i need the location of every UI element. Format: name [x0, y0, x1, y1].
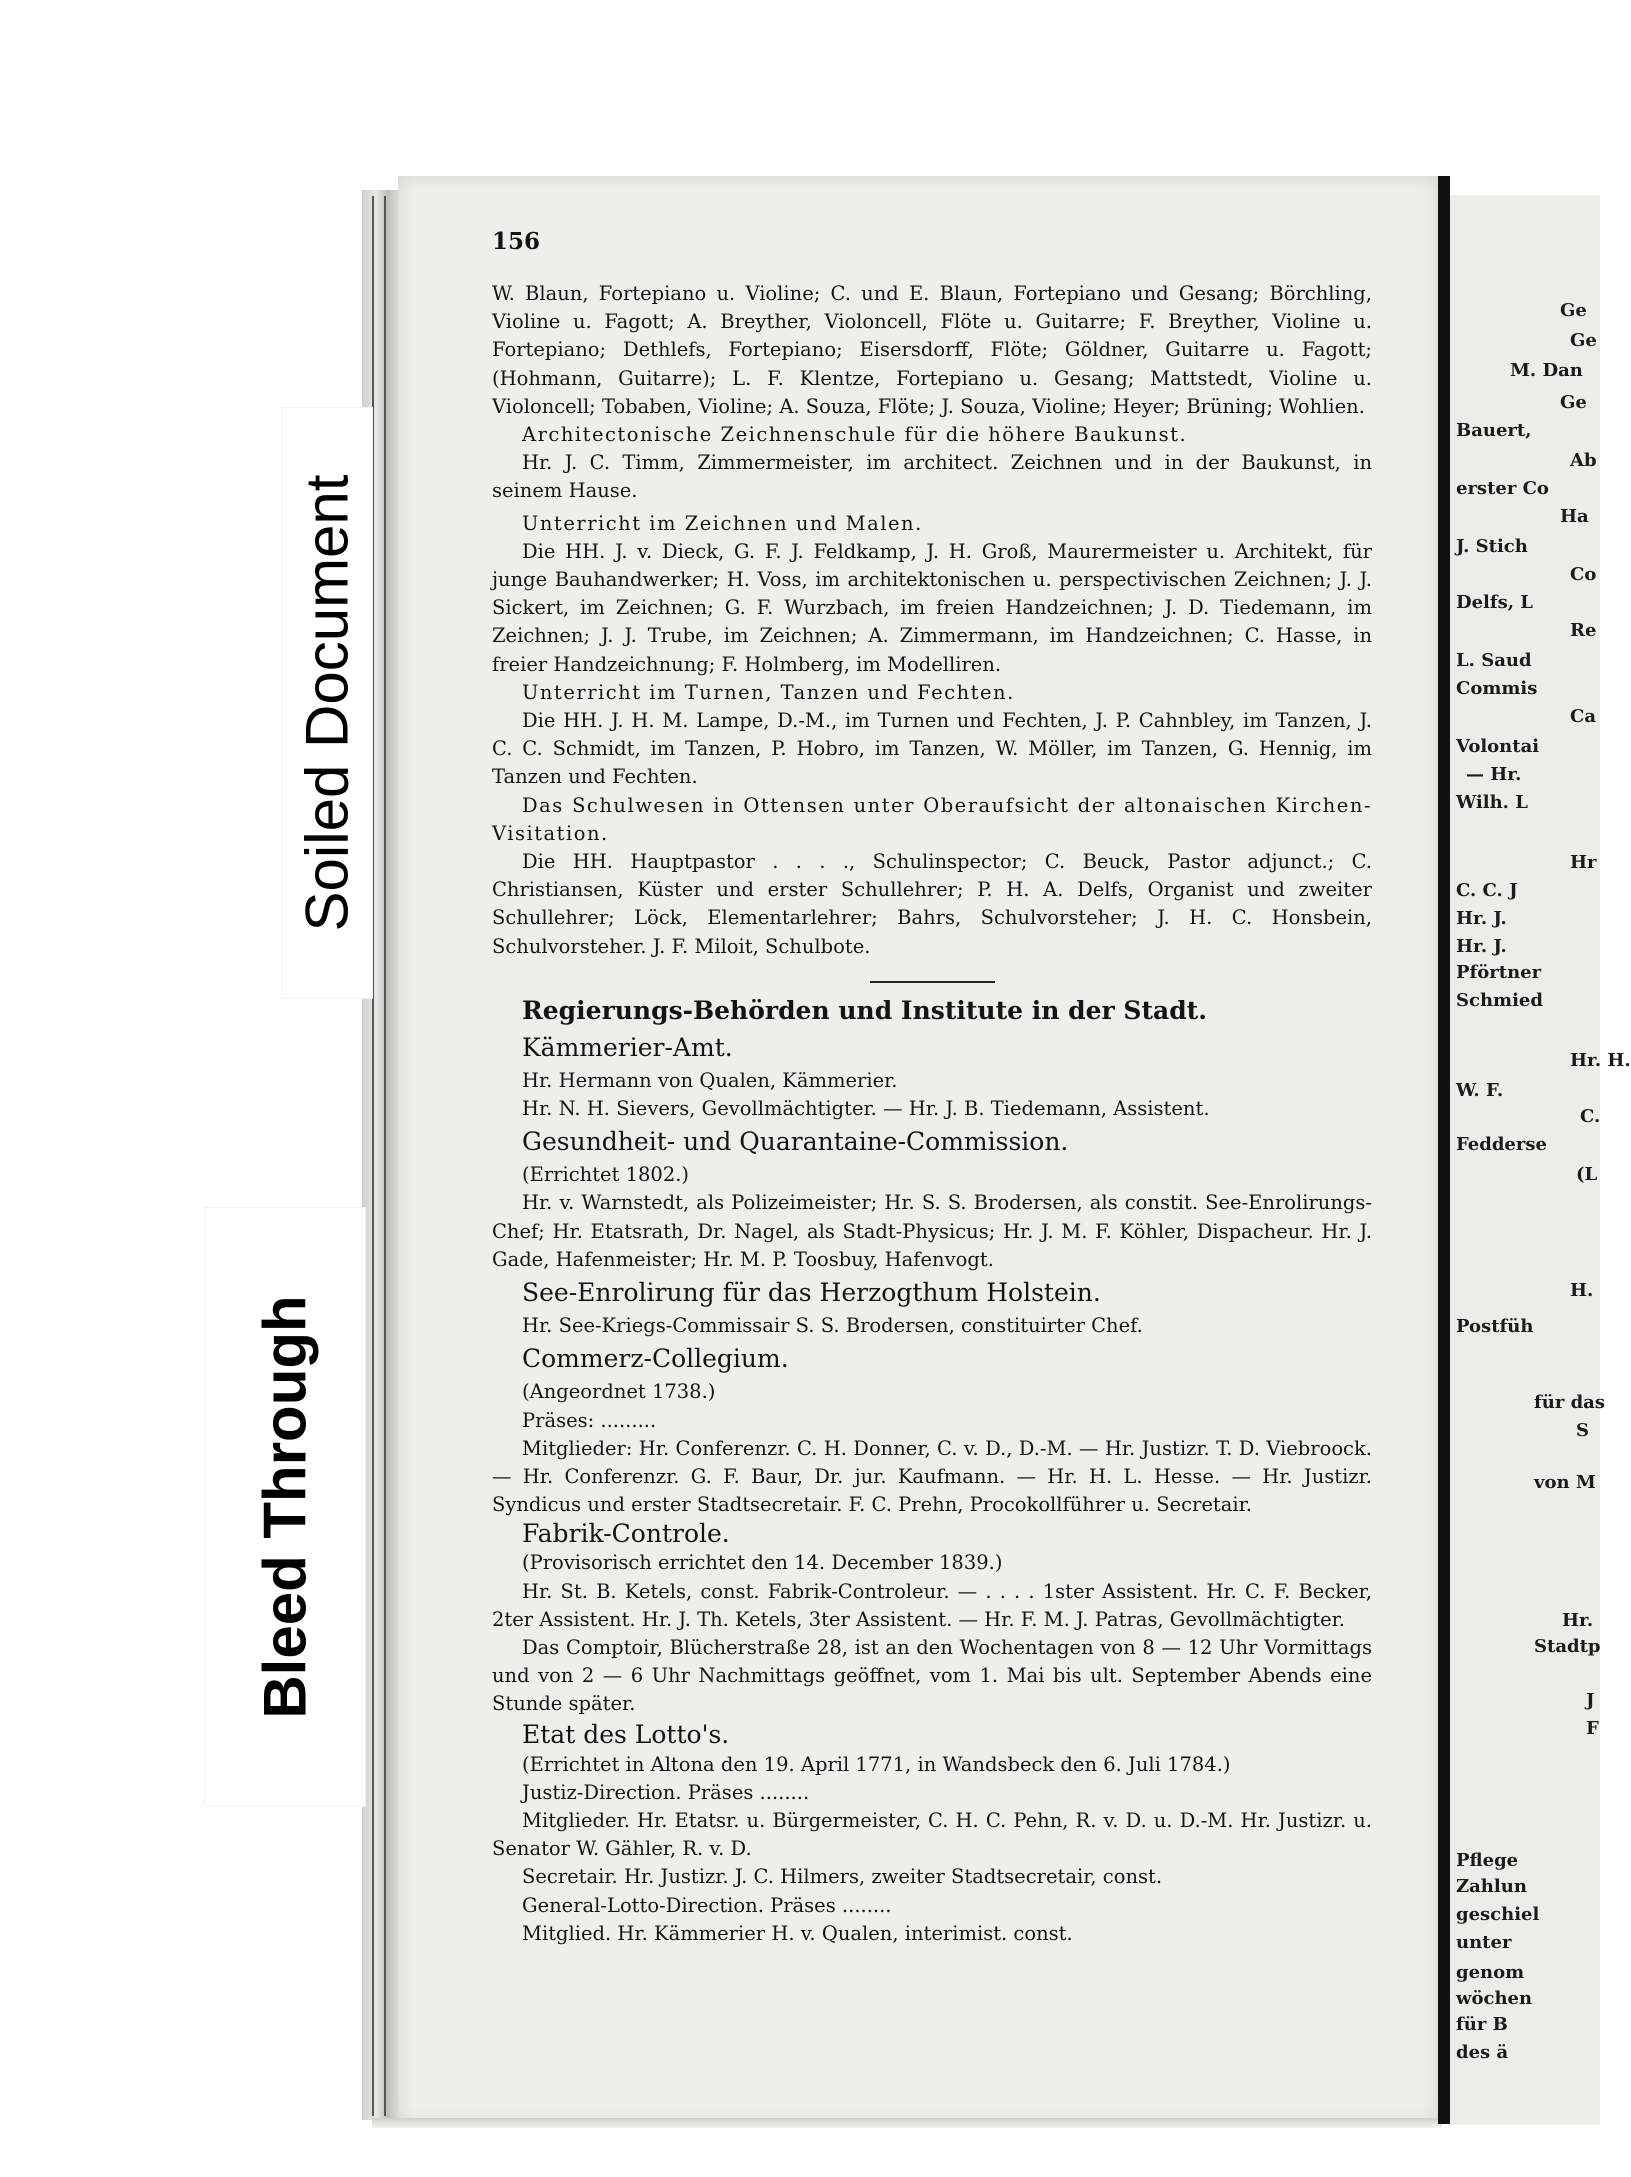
page-body	[492, 280, 1372, 1948]
facing-page-fragment: J. Stich	[1456, 536, 1528, 557]
paragraph: Hr. Hermann von Qualen, Kämmerier.	[522, 1068, 898, 1092]
bleed-through-label-text: Bleed Through	[251, 1295, 319, 1719]
subheading: (Errichtet 1802.)	[522, 1163, 690, 1187]
paragraph: Mitglieder. Hr. Etatsr. u. Bürgermeister, C. H. C. Pehn, R. v. D. u. D.-M. Hr. Justizr. u. Senator W. Gähler, R. v. D.	[492, 1808, 1372, 1861]
paragraph: Das Comptoir, Blücherstraße 28, ist an den Wochentagen von 8 — 12 Uhr Vormittags und von 2 — 6 Uhr Nachmittags geöffnet, vom 1. Mai bis ult. September Abends eine Stunde später.	[492, 1635, 1372, 1716]
paragraph: Hr. v. Warnstedt, als Polizeimeister; Hr. S. S. Brodersen, als constit. See-Enrolirungs-Chef; Hr. Etatsrath, Dr. Nagel, als Stadt-Physicus; Hr. J. M. F. Köhler, Dispacheur. Hr. J. Gade, Hafenmeister; Hr. M. P. Toosbuy, Hafenvogt.	[492, 1191, 1372, 1271]
paragraph: Hr. See-Kriegs-Commissair S. S. Brodersen, constituirter Chef.	[522, 1314, 1143, 1338]
paragraph: General-Lotto-Direction. Präses ........	[522, 1893, 892, 1917]
facing-page-fragment: Hr.	[1562, 1610, 1594, 1631]
section-heading: Gesundheit- und Quarantaine-Commission.	[522, 1127, 1069, 1157]
paragraph: Hr. St. B. Ketels, const. Fabrik-Controleur. — . . . . 1ster Assistent. Hr. C. F. Becker, 2ter Assistent. Hr. J. Th. Ketels, 3ter Assistent. — Hr. F. M. J. Patras, Gevollmächtigter.	[492, 1579, 1372, 1631]
spine-edge-line	[372, 196, 374, 2116]
paragraph: Hr. J. C. Timm, Zimmermeister, im architect. Zeichnen und in der Baukunst, in seinem Hause.	[492, 451, 1372, 503]
facing-page-fragment: Ha	[1560, 506, 1589, 527]
paragraph: Secretair. Hr. Justizr. J. C. Hilmers, zweiter Stadtsecretair, const.	[522, 1865, 1163, 1889]
facing-page-fragment: F	[1586, 1718, 1599, 1739]
facing-page-fragment: Wilh. L	[1456, 792, 1528, 813]
facing-page-fragment: Ca	[1570, 706, 1596, 727]
facing-page-fragment: genom	[1456, 1962, 1525, 1983]
subheading: (Errichtet in Altona den 19. April 1771, in Wandsbeck den 6. Juli 1784.)	[522, 1752, 1231, 1776]
paragraph: Hr. N. H. Sievers, Gevollmächtigter. — Hr. J. B. Tiedemann, Assistent.	[522, 1097, 1210, 1121]
facing-page-fragment: Schmied	[1456, 990, 1543, 1011]
facing-page-fragment: L. Saud	[1456, 650, 1532, 671]
bleed-through-label	[205, 1208, 365, 1806]
facing-page-fragment: Fedderse	[1456, 1134, 1547, 1155]
facing-page-fragment: unter	[1456, 1932, 1512, 1953]
facing-page-fragment: Stadtp	[1534, 1636, 1601, 1657]
facing-page-fragment: für das	[1534, 1392, 1605, 1413]
spine-edge-line	[384, 196, 386, 2116]
music-teachers-paragraph: W. Blaun, Fortepiano u. Violine; C. und E. Blaun, Fortepiano und Gesang; Börchling, Violine u. Fagott; A. Breyther, Violoncell, Flöte u. Guitarre; F. Breyther, Violine u. Fortepiano; Dethlefs, Fortepiano; Eisersdorff, Flöte; Göldner, Guitarre u. Fagott; (Hohmann, Guitarre); L. F. Klentze, Fortepiano u. Gesang; Mattstedt, Violine u. Violoncell; Tobaben, Violine; A. Souza, Flöte; J. Souza, Violine; Heyer; Brüning; Wohlien.	[492, 282, 1372, 418]
facing-page-fragment: geschiel	[1456, 1904, 1540, 1925]
facing-page-fragment: Zahlun	[1456, 1876, 1527, 1897]
facing-page-fragment: Postfüh	[1456, 1316, 1534, 1337]
paragraph: Mitglieder: Hr. Conferenzr. C. H. Donner, C. v. D., D.-M. — Hr. Justizr. T. D. Viebroock. — Hr. Conferenzr. G. F. Baur, Dr. jur. Kaufmann. — Hr. H. L. Hesse. — Hr. Justizr. Syndicus und erster Stadtsecretair. F. C. Prehn, Procokollführer u. Secretair.	[492, 1436, 1372, 1517]
section-heading: Unterricht im Zeichnen und Malen.	[522, 511, 923, 535]
facing-page-fragment: Bauert,	[1456, 420, 1532, 441]
facing-page-fragment: Pförtner	[1456, 962, 1542, 983]
subheading: (Angeordnet 1738.)	[522, 1380, 716, 1404]
paragraph: Die HH. J. v. Dieck, G. F. J. Feldkamp, J. H. Groß, Maurermeister u. Architekt, für junge Bauhandwerker; H. Voss, im architektonischen u. perspectivischen Zeichnen; J. J. Sickert, im Zeichnen; G. F. Wurzbach, im freien Handzeichnen; J. D. Tiedemann, im Zeichnen; J. J. Trube, im Zeichnen; A. Zimmermann, im Handzeichnen; C. Hasse, in freier Handzeichnung; F. Holmberg, im Modelliren.	[492, 539, 1372, 676]
section-heading: Architectonische Zeichnenschule für die höhere Baukunst.	[522, 423, 1188, 447]
facing-page-fragment: wöchen	[1456, 1988, 1533, 2009]
facing-page-fragment: Hr. J.	[1456, 936, 1507, 957]
soiled-document-label-text: Soiled Document	[293, 474, 361, 932]
facing-page-fragment: Ge	[1560, 392, 1587, 413]
facing-page-fragment: Hr. J.	[1456, 908, 1507, 929]
section-heading: Unterricht im Turnen, Tanzen und Fechten.	[522, 680, 1015, 704]
facing-page-fragment: Ge	[1570, 330, 1597, 351]
paragraph: Präses: .........	[522, 1408, 657, 1432]
subheading: (Provisorisch errichtet den 14. December 1839.)	[522, 1551, 1003, 1575]
facing-page-fragment: für B	[1456, 2014, 1508, 2035]
facing-page-fragment: Ge	[1560, 300, 1587, 321]
facing-page-fragment: H.	[1570, 1280, 1594, 1301]
divider-rule	[870, 981, 995, 983]
paragraph: Die HH. Hauptpastor . . . ., Schulinspector; C. Beuck, Pastor adjunct.; C. Christiansen, Küster und erster Schullehrer; P. H. A. Delfs, Organist und zweiter Schullehrer; Löck, Elementarlehrer; Bahrs, Schulvorsteher; J. H. C. Honsbein, Schulvorsteher. J. F. Miloit, Schulbote.	[492, 850, 1372, 958]
facing-page-fragment: C. C. J	[1456, 880, 1518, 901]
facing-page-fragment: C.	[1580, 1106, 1601, 1127]
section-heading: Fabrik-Controle.	[522, 1519, 730, 1549]
paragraph: Die HH. J. H. M. Lampe, D.-M., im Turnen und Fechten, J. P. Cahnbley, im Tanzen, J. C. C. Schmidt, im Tanzen, P. Hobro, im Tanzen, W. Möller, im Tanzen, G. Hennig, im Tanzen und Fechten.	[492, 709, 1372, 789]
facing-page-fragment: des ä	[1456, 2042, 1509, 2063]
section-heading: Commerz-Collegium.	[522, 1344, 789, 1374]
facing-page-fragment: J	[1586, 1690, 1595, 1711]
section-heading: See-Enrolirung für das Herzogthum Holstein.	[522, 1278, 1101, 1308]
section-heading: Das Schulwesen in Ottensen unter Oberaufsicht der altonaischen Kirchen-Visitation.	[492, 793, 1372, 845]
facing-page-fragment: Ab	[1570, 450, 1597, 471]
section-heading: Etat des Lotto's.	[522, 1719, 730, 1749]
facing-page-fragment: M. Dan	[1510, 360, 1583, 381]
facing-page-fragment: Delfs, L	[1456, 592, 1533, 613]
paragraph: Mitglied. Hr. Kämmerier H. v. Qualen, interimist. const.	[522, 1921, 1073, 1945]
section-heading: Kämmerier-Amt.	[522, 1032, 733, 1062]
facing-page-fragment: Volontai	[1456, 736, 1540, 757]
facing-page-fragment: (L	[1576, 1164, 1598, 1185]
page-bottom-edge	[372, 2118, 1442, 2128]
facing-page-fragment: erster Co	[1456, 478, 1549, 499]
facing-page-fragment: W. F.	[1456, 1080, 1504, 1101]
facing-page	[1450, 195, 1631, 2125]
facing-page-fragment: Hr. H.	[1570, 1050, 1631, 1071]
main-heading: Regierungs-Behörden und Institute in der Stadt.	[522, 995, 1207, 1025]
facing-page-fragment: S	[1576, 1420, 1589, 1441]
facing-page-fragment: von M	[1534, 1472, 1596, 1493]
facing-page-fragment: Co	[1570, 564, 1597, 585]
facing-page-fragment: Re	[1570, 620, 1597, 641]
soiled-document-label	[282, 408, 372, 998]
paragraph: Justiz-Direction. Präses ........	[522, 1780, 810, 1804]
facing-page-fragment: Commis	[1456, 678, 1538, 699]
page-number: 156	[492, 228, 541, 255]
facing-page-fragment: Pflege	[1456, 1850, 1519, 1871]
facing-page-fragment: Hr	[1570, 852, 1597, 873]
page-gutter	[1438, 176, 1450, 2124]
facing-page-fragment: — Hr.	[1466, 764, 1522, 785]
